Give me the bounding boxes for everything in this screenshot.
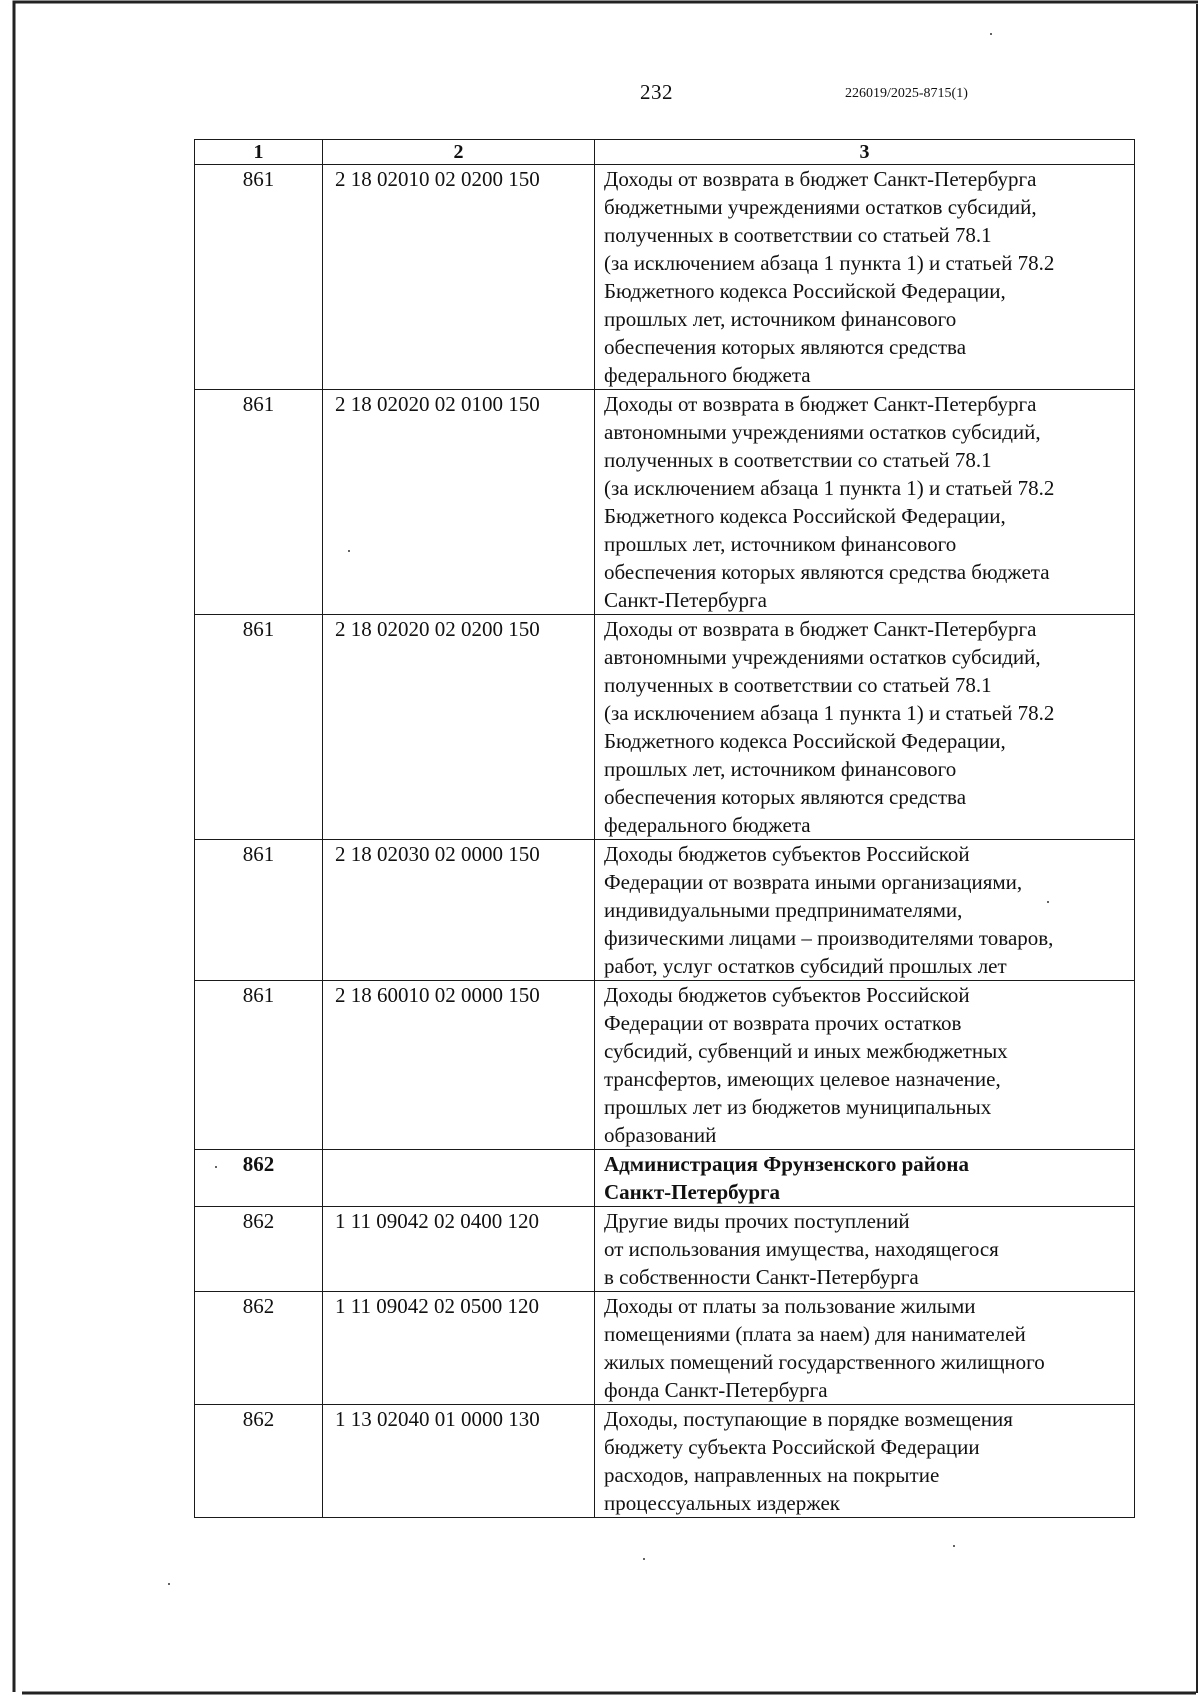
admin-code-cell: 861 xyxy=(195,615,323,840)
revenue-description-cell: Доходы бюджетов субъектов Российской Федерации от возврата прочих остатков субсидий, субвенций и иных межбюджетных трансфертов, имеющих целевое назначение, прошлых лет из бюджетов муниципальных образований xyxy=(595,981,1135,1150)
admin-code-cell: 862 xyxy=(195,1207,323,1292)
table-row xyxy=(195,1405,1135,1518)
table-row xyxy=(195,981,1135,1150)
table-row xyxy=(195,165,1135,390)
revenue-description-cell: Доходы бюджетов субъектов Российской Федерации от возврата иными организациями, индивидуальными предпринимателями, физическими лицами – производителями товаров, работ, услуг остатков субсидий прошлых лет xyxy=(595,840,1135,981)
scan-speck xyxy=(953,1545,955,1547)
page-number: 232 xyxy=(640,80,673,104)
revenue-description-cell: Доходы от возврата в бюджет Санкт-Петербурга автономными учреждениями остатков субсидий, полученных в соответствии со статьей 78.1 (за исключением абзаца 1 пункта 1) и статьей 78.2 Бюджетного кодекса Российской Федерации, прошлых лет, источником финансового обеспечения которых являются средства федерального бюджета xyxy=(595,615,1135,840)
column-header-2: 2 xyxy=(323,140,595,165)
scan-speck xyxy=(1047,901,1049,903)
admin-code-cell: 861 xyxy=(195,390,323,615)
scan-speck xyxy=(643,1558,645,1560)
budget-classification-code-cell: 2 18 60010 02 0000 150 xyxy=(323,981,595,1150)
revenue-description-cell: Доходы от возврата в бюджет Санкт-Петербурга автономными учреждениями остатков субсидий, полученных в соответствии со статьей 78.1 (за исключением абзаца 1 пункта 1) и статьей 78.2 Бюджетного кодекса Российской Федерации, прошлых лет, источником финансового обеспечения которых являются средства бюджета Санкт-Петербурга xyxy=(595,390,1135,615)
revenue-description-cell: Доходы, поступающие в порядке возмещения бюджету субъекта Российской Федерации расходов, направленных на покрытие процессуальных издержек xyxy=(595,1405,1135,1518)
scan-speck xyxy=(168,1583,170,1585)
table-row xyxy=(195,1292,1135,1405)
admin-code-cell: 862 xyxy=(195,1405,323,1518)
table-row xyxy=(195,615,1135,840)
table-row xyxy=(195,1207,1135,1292)
admin-code-cell: 862 xyxy=(195,1150,323,1207)
budget-classification-code-cell: 1 11 09042 02 0500 120 xyxy=(323,1292,595,1405)
column-header-1: 1 xyxy=(195,140,323,165)
revenue-description-cell: Доходы от платы за пользование жилыми помещениями (плата за наем) для нанимателей жилых помещений государственного жилищного фонда Санкт-Петербурга xyxy=(595,1292,1135,1405)
scan-speck xyxy=(990,33,992,35)
scan-speck xyxy=(215,1166,217,1168)
admin-code-cell: 861 xyxy=(195,165,323,390)
budget-classification-code-cell: 2 18 02030 02 0000 150 xyxy=(323,840,595,981)
budget-classification-code-cell xyxy=(323,1150,595,1207)
table-body xyxy=(195,165,1135,1518)
document-number: 226019/2025-8715(1) xyxy=(845,86,968,101)
column-header-3: 3 xyxy=(595,140,1135,165)
table-row xyxy=(195,840,1135,981)
budget-classification-code-cell: 1 11 09042 02 0400 120 xyxy=(323,1207,595,1292)
revenue-description-cell: Другие виды прочих поступлений от использования имущества, находящегося в собственности Санкт-Петербурга xyxy=(595,1207,1135,1292)
budget-classification-code-cell: 2 18 02020 02 0200 150 xyxy=(323,615,595,840)
budget-classification-code-cell: 2 18 02020 02 0100 150 xyxy=(323,390,595,615)
budget-classification-code-cell: 1 13 02040 01 0000 130 xyxy=(323,1405,595,1518)
table-row xyxy=(195,390,1135,615)
admin-code-cell: 861 xyxy=(195,840,323,981)
admin-code-cell: 862 xyxy=(195,1292,323,1405)
table-row xyxy=(195,1150,1135,1207)
revenue-description-cell: Доходы от возврата в бюджет Санкт-Петербурга бюджетными учреждениями остатков субсидий, полученных в соответствии со статьей 78.1 (за исключением абзаца 1 пункта 1) и статьей 78.2 Бюджетного кодекса Российской Федерации, прошлых лет, источником финансового обеспечения которых являются средства федерального бюджета xyxy=(595,165,1135,390)
admin-code-cell: 861 xyxy=(195,981,323,1150)
revenue-description-cell: Администрация Фрунзенского района Санкт-Петербурга xyxy=(595,1150,1135,1207)
scan-speck xyxy=(348,550,350,552)
table-header-row xyxy=(195,140,1135,165)
revenue-codes-table xyxy=(194,139,1135,1518)
budget-classification-code-cell: 2 18 02010 02 0200 150 xyxy=(323,165,595,390)
